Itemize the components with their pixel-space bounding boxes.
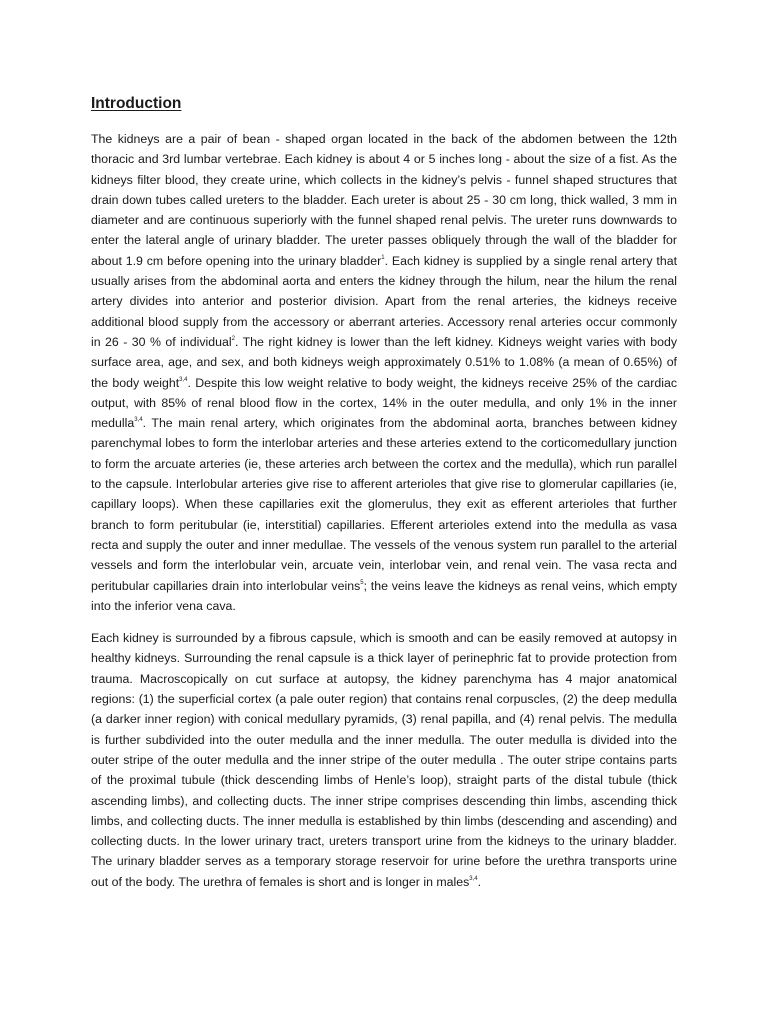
document-body	[91, 93, 677, 904]
citation-ref: 1	[381, 254, 385, 261]
citation-ref: 2	[231, 335, 235, 342]
citation-ref: 5	[360, 579, 364, 586]
citation-ref: 3,4	[134, 417, 143, 424]
paragraph-1-text: . The main renal artery, which originates from the abdominal aorta, branches between kidney parenchymal lobes to form the interlobar arteries and these arteries extend to the corticomedullary junction to form the arcuate arteries (ie, these arteries arch between the cortex and the medulla), which run parallel to the capsule. Interlobular arteries give rise to afferent arterioles that give rise to glomerular capillaries (ie, capillary loops). When these capillaries exit the glomerulus, they exit as efferent arterioles that further branch to form peritubular (ie, interstitial) capillaries. Efferent arterioles extend into the medulla as vasa recta and supply the outer and inner medullae. The vessels of the venous system run parallel to the arterial vessels and form the interlobular vein, arcuate vein, interlobar vein, and renal vein. The vasa recta and peritubular capillaries drain into interlobular veins	[91, 416, 677, 593]
paragraph-2-text: Each kidney is surrounded by a fibrous capsule, which is smooth and can be easily removed at autopsy in healthy kidneys. Surrounding the renal capsule is a thick layer of perinephric fat to provide protection from trauma. Macroscopically on cut surface at autopsy, the kidney parenchyma has 4 major anatomical regions: (1) the superficial cortex (a pale outer region) that contains renal corpuscles, (2) the deep medulla (a darker inner region) with conical medullary pyramids, (3) renal papilla, and (4) renal pelvis. The medulla is further subdivided into the outer medulla and the inner medulla. The outer medulla is divided into the outer stripe of the outer medulla and the inner stripe of the outer medulla . The outer stripe contains parts of the proximal tubule (thick descending limbs of Henle’s loop), straight parts of the distal tubule (thick ascending limbs), and collecting ducts. The inner stripe comprises descending thin limbs, ascending thick limbs, and collecting ducts. The inner medulla is established by thin limbs (descending and ascending) and collecting ducts. In the lower urinary tract, ureters transport urine from the kidneys to the urinary bladder. The urinary bladder serves as a temporary storage reservoir for urine before the urethra transports urine out of the body. The urethra of females is short and is longer in males	[91, 631, 677, 889]
paragraph-1-text: ; the veins leave the kidneys as renal veins, which empty into the inferior vena cava.	[91, 578, 678, 613]
paragraph-1-text: . Despite this low weight relative to body weight, the kidneys receive 25% of the cardiac output, with 85% of renal blood flow in the cortex, 14% in the outer medulla, and only 1% in the inner medulla	[91, 375, 677, 431]
paragraph-1	[91, 129, 677, 616]
citation-ref: 3,4	[469, 875, 478, 882]
paragraph-1-text: . The right kidney is lower than the left kidney. Kidneys weight varies with body surface area, age, and sex, and both kidneys weigh approximately 0.51% to 1.08% (a mean of 0.65%) of the body weight	[91, 334, 677, 390]
paragraph-2-text: .	[477, 874, 482, 889]
paragraph-1-text: . Each kidney is supplied by a single renal artery that usually arises from the abdominal aorta and enters the kidney through the hilum, near the hilum the renal artery divides into anterior and posterior division. Apart from the renal arteries, the kidneys receive additional blood supply from the accessory or aberrant arteries. Accessory renal arteries occur commonly in 26 - 30 % of individual	[91, 253, 677, 349]
paragraph-1-text: The kidneys are a pair of bean - shaped organ located in the back of the abdomen between the 12th thoracic and 3rd lumbar vertebrae. Each kidney is about 4 or 5 inches long - about the size of a fist. As the kidneys filter blood, they create urine, which collects in the kidney’s pelvis - funnel shaped structures that drain down tubes called ureters to the bladder. Each ureter is about 25 - 30 cm long, thick walled, 3 mm in diameter and are continuous superiorly with the funnel shaped renal pelvis. The ureter runs downwards to enter the lateral angle of urinary bladder. The ureter passes obliquely through the wall of the bladder for about 1.9 cm before opening into the urinary bladder	[91, 132, 677, 268]
paragraph-2	[91, 628, 677, 892]
section-heading: Introduction	[91, 95, 182, 112]
citation-ref: 3,4	[179, 376, 188, 383]
